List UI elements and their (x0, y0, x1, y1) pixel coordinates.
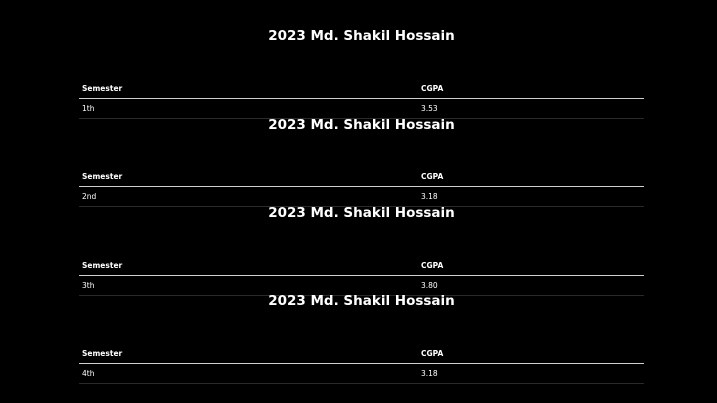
table-header-row (79, 167, 644, 187)
table-header-row (79, 256, 644, 276)
header-cgpa: CGPA (421, 261, 444, 270)
result-table (79, 256, 644, 296)
cell-semester: 1th (82, 104, 95, 113)
result-section-3 (79, 204, 644, 296)
result-section-2 (79, 116, 644, 207)
table-header-row (79, 344, 644, 364)
section-title: 2023 Md. Shakil Hossain (268, 205, 455, 221)
cell-semester: 3th (82, 281, 95, 290)
cell-cgpa: 3.53 (421, 104, 438, 113)
header-semester: Semester (82, 172, 123, 181)
cell-semester: 4th (82, 369, 95, 378)
header-cgpa: CGPA (421, 172, 444, 181)
section-title: 2023 Md. Shakil Hossain (268, 293, 455, 309)
cell-cgpa: 3.18 (421, 369, 438, 378)
header-cgpa: CGPA (421, 349, 444, 358)
section-title: 2023 Md. Shakil Hossain (268, 28, 455, 44)
table-row (79, 364, 644, 384)
result-table (79, 167, 644, 207)
cell-cgpa: 3.18 (421, 192, 438, 201)
result-section-4 (79, 292, 644, 384)
header-semester: Semester (82, 261, 123, 270)
result-table (79, 79, 644, 119)
result-table (79, 344, 644, 384)
section-title: 2023 Md. Shakil Hossain (268, 117, 455, 133)
result-section-1 (79, 27, 644, 119)
header-semester: Semester (82, 349, 123, 358)
cell-semester: 2nd (82, 192, 97, 201)
table-header-row (79, 79, 644, 99)
header-cgpa: CGPA (421, 84, 444, 93)
cell-cgpa: 3.80 (421, 281, 438, 290)
header-semester: Semester (82, 84, 123, 93)
